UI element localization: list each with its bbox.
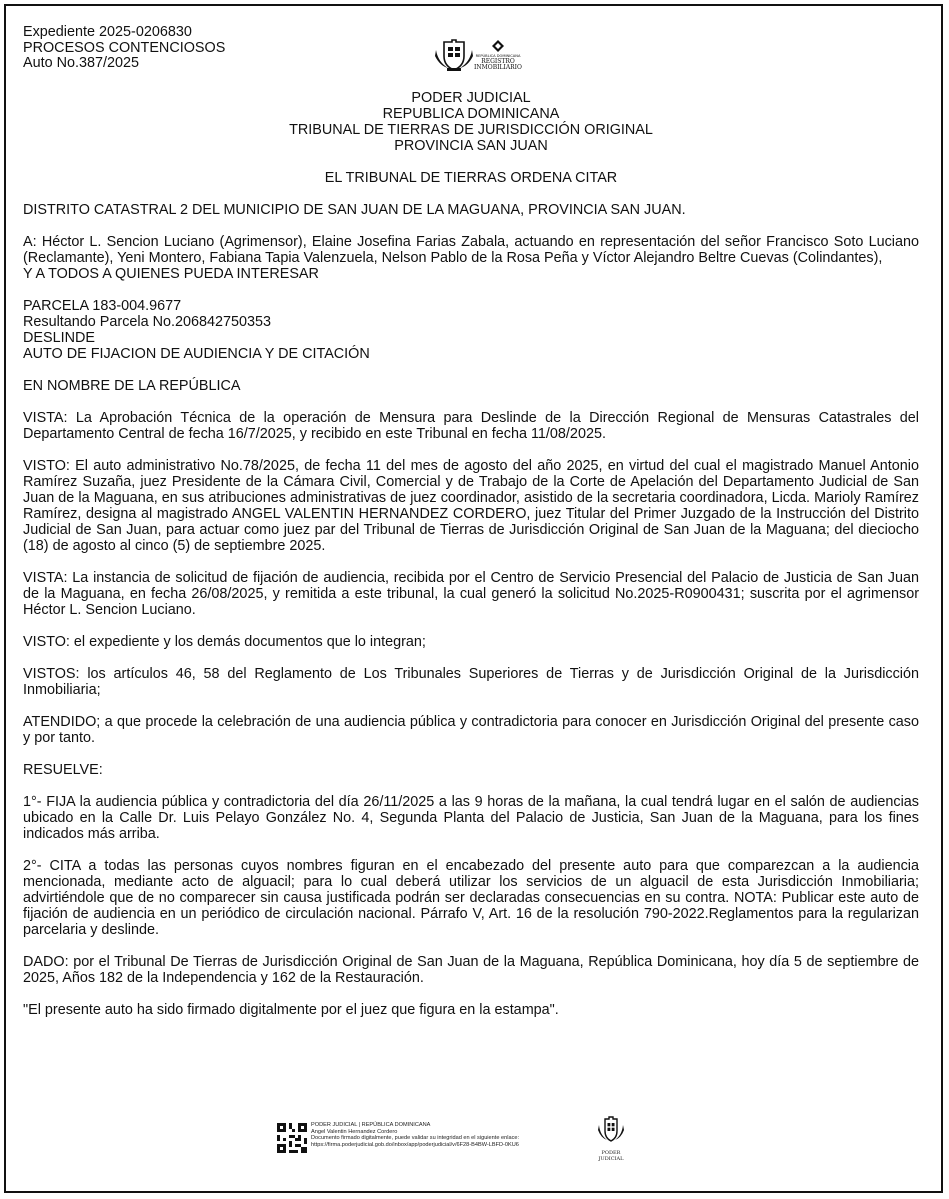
signature-link[interactable]: https://firma.poderjudicial.gob.do/inbox/app/poderjudicial/v/6F28-B4BW-LBFD-0KU6 bbox=[311, 1141, 519, 1148]
expediente-number: Expediente 2025-0206830 bbox=[23, 24, 192, 40]
document-body bbox=[23, 25, 919, 1018]
parcela-line-2: Resultando Parcela No.206842750353 bbox=[23, 313, 272, 330]
title-line-3: TRIBUNAL DE TIERRAS DE JURISDICCIÓN ORIGINAL bbox=[289, 121, 653, 138]
poder-judicial-seal bbox=[589, 1115, 633, 1162]
signature-text bbox=[311, 1122, 571, 1148]
visto-paragraph-1: VISTO: El auto administrativo No.78/2025, de fecha 11 del mes de agosto del año 2025, en virtud del cual el magistrado Manuel Antonio Ramírez Suzaña, juez Presidente de la Cámara Civil, Comercial y de Trabajo de la Corte de Apelación del Departamento Judicial de San Juan de la Maguana, en sus atribuciones administrativas de juez coordinador, asistido de la secretaria coordinadora, Licda. Marioly Ramírez Ramírez, designa al magistrado ANGEL VALENTIN HERNANDEZ CORDERO, juez Titular del Primer Juzgado de la Instrucción del Distrito Judicial de San Juan, para actuar como juez par del Tribunal de Tierras de Jurisdicción Original de San Juan de la Maguana; del dieciocho (18) de agosto al cinco (5) de septiembre 2025. bbox=[23, 457, 919, 554]
auto-number: Auto No.387/2025 bbox=[23, 55, 140, 71]
process-type: PROCESOS CONTENCIOSOS bbox=[23, 39, 226, 56]
digital-signature-stamp bbox=[277, 1121, 637, 1161]
title-line-1: PODER JUDICIAL bbox=[411, 89, 531, 106]
signature-line-3: Documento firmado digitalmente, puede validar su integridad en el siguiente enlace: bbox=[311, 1135, 520, 1142]
case-header bbox=[23, 25, 919, 72]
digital-signature-note: "El presente auto ha sido firmado digitalmente por el juez que figura en la estampa". bbox=[23, 1001, 559, 1018]
resolution-item-2: 2°- CITA a todas las personas cuyos nombres figuran en el encabezado del presente auto para que comparezcan a la audiencia mencionada, mediante acto de alguacil; para lo cual deberá utilizar los servicios de un alguacil de esta Jurisdicción Inmobiliaria; advirtiéndole que de no comparecer sin causa justificada podrán ser declaradas consecuencias en su contra. NOTA: Publicar este auto de fijación de audiencia en un periódico de circulación nacional. Párrafo V, Art. 16 de la resolución 790-2022.Reglamentos para la regularizan parcelaria y deslinde. bbox=[23, 857, 919, 938]
court-title bbox=[23, 90, 919, 154]
seal-caption: PODER JUDICIAL bbox=[598, 1150, 624, 1162]
vista-paragraph-1: VISTA: La Aprobación Técnica de la operación de Mensura para Deslinde de la Dirección Regional de Mensuras Catastrales del Departamento Central de fecha 16/7/2025, y recibido en este Tribunal en fecha 11/08/2025. bbox=[23, 409, 919, 442]
svg-text:REPÚBLICA DOMINICANA: REPÚBLICA DOMINICANA bbox=[475, 54, 521, 58]
resolution-item-1: 1°- FIJA la audiencia pública y contradictoria del día 26/11/2025 a las 9 horas de la mañana, la cual tendrá lugar en el salón de audiencias ubicado en la Calle Dr. Luis Pelayo González No. 4, Segunda Planta del Palacio de Justicia, San Juan de la Maguana, para los fines indicados más arriba. bbox=[23, 793, 919, 842]
svg-text:INMOBILIARIO: INMOBILIARIO bbox=[474, 64, 522, 71]
signature-line-1: PODER JUDICIAL | REPÚBLICA DOMINICANA bbox=[311, 1122, 431, 1128]
title-line-2: REPUBLICA DOMINICANA bbox=[382, 105, 560, 122]
vistos-paragraph: VISTOS: los artículos 46, 58 del Reglamento de Los Tribunales Superiores de Tierras y de Jurisdicción Original de la Jurisdicción Inmobiliaria; bbox=[23, 665, 919, 698]
distrito-catastral: DISTRITO CATASTRAL 2 DEL MUNICIPIO DE SAN JUAN DE LA MAGUANA, PROVINCIA SAN JUAN. bbox=[23, 201, 686, 218]
document-subtitle: EL TRIBUNAL DE TIERRAS ORDENA CITAR bbox=[324, 169, 618, 186]
signature-signer: Angel Valentin Hernandez Cordero bbox=[311, 1128, 398, 1135]
vista-paragraph-2: VISTA: La instancia de solicitud de fijación de audiencia, recibida por el Centro de Servicio Presencial del Palacio de Justicia de San Juan de la Maguana, en fecha 26/08/2025, y remitida a este tribunal, la cual generó la solicitud No.2025-R0900431; suscrita por el agrimensor Héctor L. Sencion Luciano. bbox=[23, 569, 919, 618]
parcela-line-4: AUTO DE FIJACION DE AUDIENCIA Y DE CITACIÓN bbox=[23, 345, 370, 362]
addressees-all: Y A TODOS A QUIENES PUEDA INTERESAR bbox=[23, 265, 319, 282]
addressees: A: Héctor L. Sencion Luciano (Agrimensor), Elaine Josefina Farias Zabala, actuando en representación del señor Francisco Soto Luciano (Reclamante), Yeni Montero, Fabiana Tapia Valenzuela, Nelson Pablo de la Rosa Peña y Víctor Alejandro Beltre Cuevas (Colindantes), bbox=[23, 233, 919, 266]
resuelve-heading: RESUELVE: bbox=[23, 761, 103, 778]
coat-of-arms-icon bbox=[596, 1115, 626, 1145]
qr-code-icon[interactable] bbox=[277, 1123, 307, 1153]
republic-line: EN NOMBRE DE LA REPÚBLICA bbox=[23, 377, 241, 394]
svg-text:REGISTRO: REGISTRO bbox=[481, 58, 515, 65]
atendido-paragraph: ATENDIDO; a que procede la celebración de una audiencia pública y contradictoria para conocer en Jurisdicción Original del presente caso y por tanto. bbox=[23, 713, 919, 746]
dado-paragraph: DADO: por el Tribunal De Tierras de Jurisdicción Original de San Juan de la Maguana, República Dominicana, hoy día 5 de septiembre de 2025, Años 182 de la Independencia y 162 de la Restauración. bbox=[23, 953, 919, 986]
visto-paragraph-2: VISTO: el expediente y los demás documentos que lo integran; bbox=[23, 633, 426, 650]
parcela-line-3: DESLINDE bbox=[23, 329, 95, 346]
parcela-block bbox=[23, 298, 919, 362]
title-line-4: PROVINCIA SAN JUAN bbox=[394, 137, 548, 154]
parcela-line-1: PARCELA 183-004.9677 bbox=[23, 297, 182, 314]
